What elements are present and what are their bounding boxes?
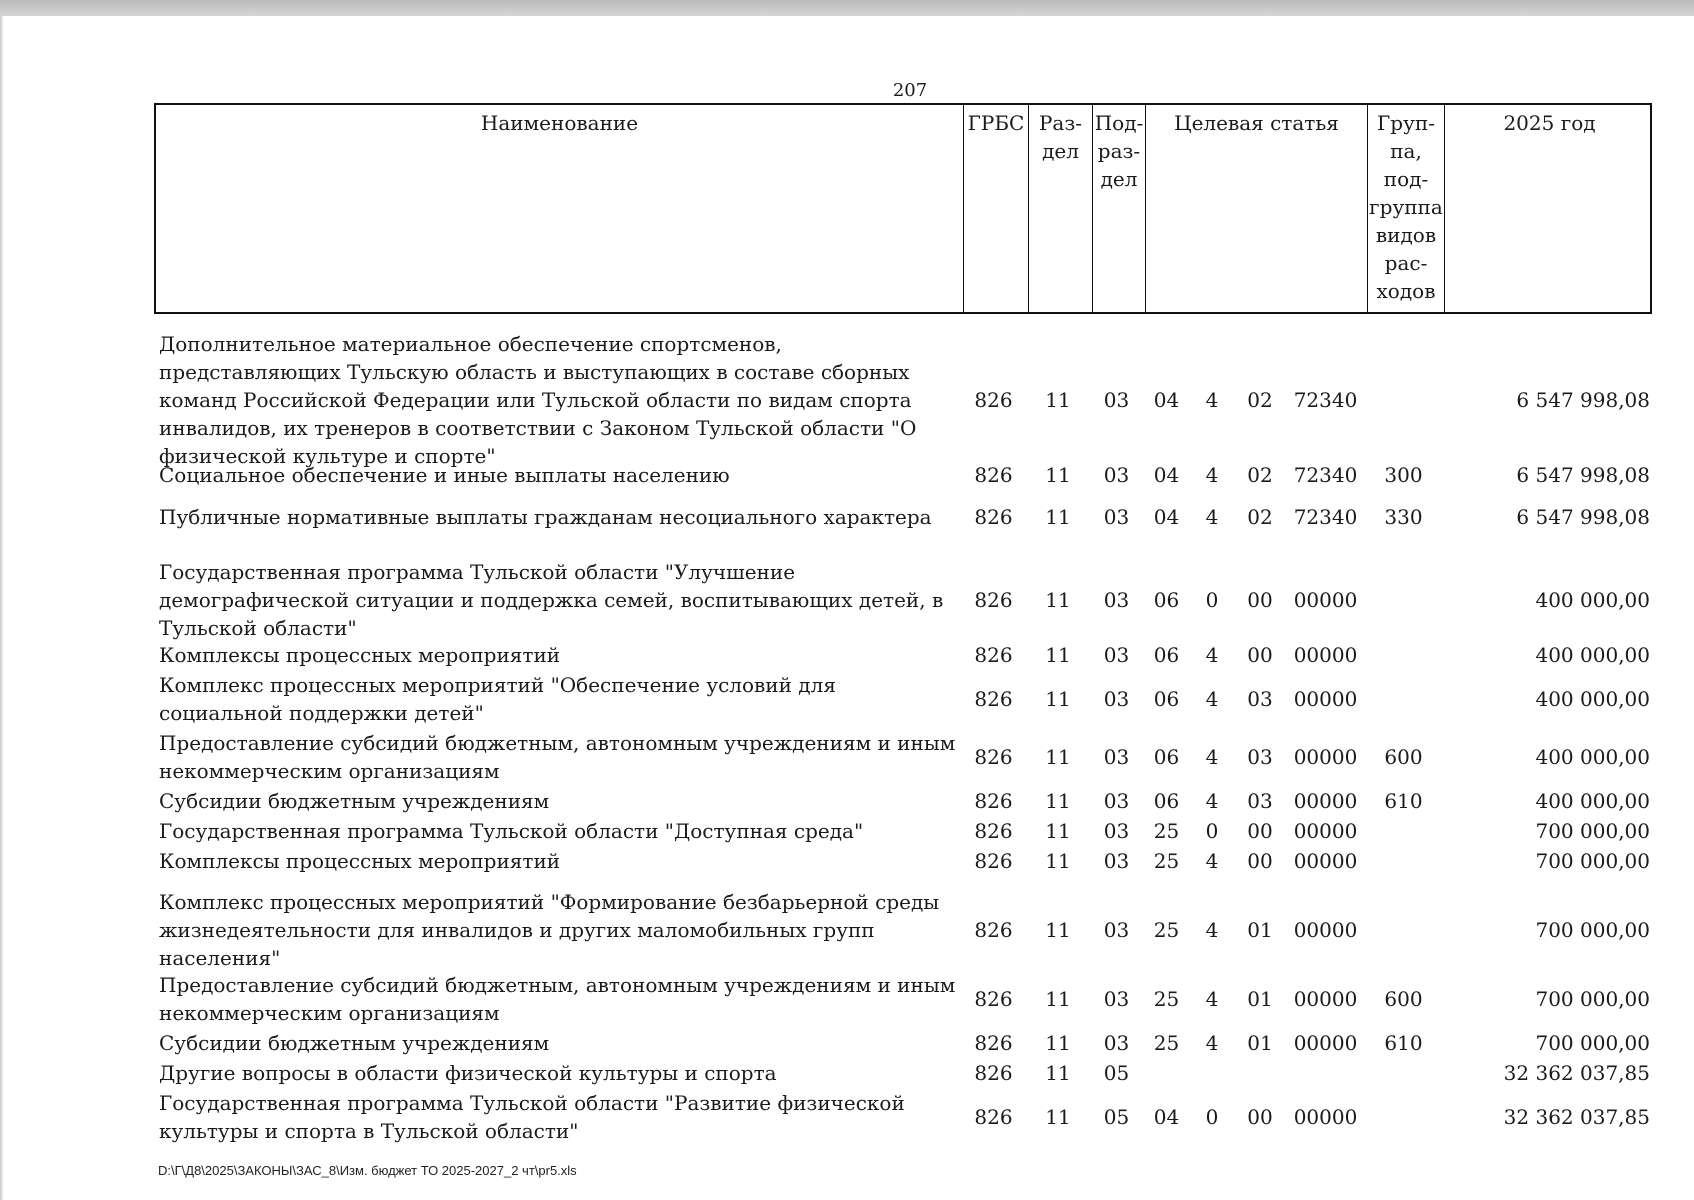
table-row	[154, 558, 1652, 640]
row-amount: 700 000,00	[1535, 987, 1650, 1011]
row-target-2: 0	[1205, 819, 1219, 843]
row-target-4: 00000	[1293, 687, 1358, 711]
table-row	[154, 888, 1652, 970]
row-name: Другие вопросы в области физической культуры и спорта	[159, 1061, 777, 1085]
row-name: Государственная программа Тульской области "Доступная среда"	[159, 819, 864, 843]
budget-table	[154, 103, 1652, 1146]
row-amount: 32 362 037,85	[1503, 1105, 1650, 1129]
row-target-4: 00000	[1293, 1105, 1358, 1129]
row-target-2: 4	[1205, 505, 1219, 529]
row-target-4: 00000	[1293, 849, 1358, 873]
row-target-3: 02	[1247, 463, 1273, 487]
row-group: 600	[1384, 745, 1423, 769]
table-row	[154, 330, 1652, 468]
table-row	[154, 816, 1652, 846]
row-target-1: 25	[1153, 918, 1180, 942]
header-line: группа	[1369, 195, 1443, 219]
row-amount: 6 547 998,08	[1516, 388, 1650, 412]
row-razdel: 11	[1045, 1105, 1071, 1129]
row-target-4: 72340	[1293, 463, 1358, 487]
row-target-3: 01	[1247, 987, 1273, 1011]
row-target-1: 04	[1153, 505, 1180, 529]
row-target-1: 25	[1153, 819, 1180, 843]
row-amount: 400 000,00	[1535, 588, 1650, 612]
row-podrazdel: 03	[1103, 588, 1130, 612]
header-line: видов	[1375, 223, 1437, 247]
row-amount: 6 547 998,08	[1516, 505, 1650, 529]
row-grbs: 826	[974, 849, 1013, 873]
row-target-3: 02	[1247, 505, 1273, 529]
row-name: Публичные нормативные выплаты гражданам несоциального характера	[159, 505, 932, 529]
table-body	[154, 330, 1652, 1146]
row-podrazdel: 03	[1103, 388, 1130, 412]
row-target-3: 00	[1247, 849, 1273, 873]
row-target-2: 4	[1205, 643, 1219, 667]
header-group	[1367, 105, 1444, 312]
row-target-1: 06	[1153, 643, 1180, 667]
row-target-1: 25	[1153, 987, 1180, 1011]
row-name: Дополнительное материальное обеспечение спортсменов, представляющих Тульскую область и выступающих в составе сборных команд Российской Федерации или Тульской области по видам спорта инвалидов, их тренеров в соответствии с Законом Тульской области "О физической культуре и спорте"	[159, 332, 917, 468]
file-path-footer: D:\Г\Д8\2025\ЗАКОНЫ\ЗАС_8\Изм. бюджет ТО 2025-2027_2 чт\pr5.xls	[158, 1163, 577, 1178]
row-name: Субсидии бюджетным учреждениям	[159, 1031, 550, 1055]
header-target: Целевая статья	[1145, 105, 1367, 312]
row-target-2: 0	[1205, 1105, 1219, 1129]
row-amount: 700 000,00	[1535, 819, 1650, 843]
row-razdel: 11	[1045, 687, 1071, 711]
row-razdel: 11	[1045, 643, 1071, 667]
table-row	[154, 1088, 1652, 1146]
row-grbs: 826	[974, 745, 1013, 769]
row-razdel: 11	[1045, 463, 1071, 487]
row-name: Государственная программа Тульской области "Развитие физической культуры и спорта в Тульской области"	[159, 1091, 905, 1143]
row-target-3: 00	[1247, 1105, 1273, 1129]
row-target-4: 00000	[1293, 1031, 1358, 1055]
row-target-3: 03	[1247, 745, 1273, 769]
row-target-3: 03	[1247, 789, 1273, 813]
table-row	[154, 1058, 1652, 1088]
row-group: 300	[1384, 463, 1423, 487]
row-amount: 400 000,00	[1535, 745, 1650, 769]
row-podrazdel: 05	[1103, 1105, 1130, 1129]
row-amount: 700 000,00	[1535, 918, 1650, 942]
header-name: Наименование	[480, 111, 639, 135]
row-target-4: 72340	[1293, 388, 1358, 412]
row-target-3: 00	[1247, 588, 1273, 612]
row-name: Государственная программа Тульской области "Улучшение демографической ситуации и поддержка семей, воспитывающих детей, в Тульской области"	[159, 560, 944, 640]
header-line: под-	[1383, 167, 1429, 191]
header-year: 2025 год	[1444, 105, 1654, 312]
row-name: Комплекс процессных мероприятий "Обеспечение условий для социальной поддержки детей"	[159, 673, 836, 725]
row-podrazdel: 03	[1103, 849, 1130, 873]
row-target-4: 00000	[1293, 588, 1358, 612]
row-group: 330	[1384, 505, 1423, 529]
table-row	[154, 670, 1652, 728]
row-target-1: 25	[1153, 849, 1180, 873]
table-row	[154, 640, 1652, 670]
table-header	[154, 103, 1652, 314]
row-amount: 32 362 037,85	[1503, 1061, 1650, 1085]
row-grbs: 826	[974, 1061, 1013, 1085]
row-razdel: 11	[1045, 588, 1071, 612]
row-podrazdel: 03	[1103, 789, 1130, 813]
row-target-3: 01	[1247, 1031, 1273, 1055]
row-razdel: 11	[1045, 789, 1071, 813]
row-name: Предоставление субсидий бюджетным, автономным учреждениям и иным некоммерческим организациям	[159, 973, 956, 1025]
header-line: раз-	[1097, 139, 1141, 163]
row-razdel: 11	[1045, 918, 1071, 942]
row-podrazdel: 03	[1103, 687, 1130, 711]
row-target-3: 01	[1247, 918, 1273, 942]
scan-border-top	[0, 0, 1694, 16]
row-name: Субсидии бюджетным учреждениям	[159, 789, 550, 813]
row-target-4: 00000	[1293, 819, 1358, 843]
row-grbs: 826	[974, 687, 1013, 711]
row-razdel: 11	[1045, 1061, 1071, 1085]
row-target-2: 4	[1205, 849, 1219, 873]
row-podrazdel: 03	[1103, 745, 1130, 769]
row-razdel: 11	[1045, 388, 1071, 412]
row-target-3: 00	[1247, 819, 1273, 843]
table-row	[154, 728, 1652, 786]
row-target-4: 00000	[1293, 918, 1358, 942]
row-podrazdel: 03	[1103, 987, 1130, 1011]
row-target-2: 4	[1205, 745, 1219, 769]
row-podrazdel: 03	[1103, 643, 1130, 667]
row-name: Комплекс процессных мероприятий "Формирование безбарьерной среды жизнедеятельности для инвалидов и других маломобильных групп населения"	[159, 890, 940, 970]
row-target-2: 0	[1205, 588, 1219, 612]
header-line: Груп-	[1377, 111, 1435, 135]
row-grbs: 826	[974, 918, 1013, 942]
table-row	[154, 502, 1652, 532]
row-target-2: 4	[1205, 687, 1219, 711]
row-grbs: 826	[974, 987, 1013, 1011]
row-group: 600	[1384, 987, 1423, 1011]
row-target-2: 4	[1205, 987, 1219, 1011]
row-target-4: 00000	[1293, 987, 1358, 1011]
row-podrazdel: 05	[1103, 1061, 1130, 1085]
row-razdel: 11	[1045, 745, 1071, 769]
row-target-4: 00000	[1293, 643, 1358, 667]
row-razdel: 11	[1045, 849, 1071, 873]
table-row	[154, 1028, 1652, 1058]
row-razdel: 11	[1045, 505, 1071, 529]
table-row	[154, 786, 1652, 816]
header-grbs: ГРБС	[963, 105, 1028, 312]
row-target-3: 03	[1247, 687, 1273, 711]
row-razdel: 11	[1045, 987, 1071, 1011]
row-target-4: 00000	[1293, 789, 1358, 813]
header-razdel	[1028, 105, 1092, 312]
row-grbs: 826	[974, 388, 1013, 412]
row-grbs: 826	[974, 789, 1013, 813]
row-grbs: 826	[974, 588, 1013, 612]
header-line: рас-	[1384, 251, 1428, 275]
row-grbs: 826	[974, 1105, 1013, 1129]
row-grbs: 826	[974, 463, 1013, 487]
row-group: 610	[1384, 789, 1423, 813]
row-target-1: 06	[1153, 687, 1180, 711]
row-target-1: 06	[1153, 588, 1180, 612]
header-line: ходов	[1376, 279, 1436, 303]
row-amount: 700 000,00	[1535, 1031, 1650, 1055]
row-razdel: 11	[1045, 819, 1071, 843]
row-target-1: 04	[1153, 1105, 1180, 1129]
scan-border-left	[0, 16, 4, 1200]
row-amount: 400 000,00	[1535, 789, 1650, 813]
row-target-2: 4	[1205, 1031, 1219, 1055]
row-target-3: 00	[1247, 643, 1273, 667]
page-number: 207	[892, 80, 928, 101]
row-podrazdel: 03	[1103, 1031, 1130, 1055]
header-line: Под-	[1094, 111, 1144, 135]
header-line: дел	[1100, 167, 1138, 191]
row-target-2: 4	[1205, 918, 1219, 942]
header-line: дел	[1042, 139, 1079, 163]
row-target-1: 04	[1153, 388, 1180, 412]
row-grbs: 826	[974, 819, 1013, 843]
row-target-1: 04	[1153, 463, 1180, 487]
row-grbs: 826	[974, 643, 1013, 667]
row-amount: 700 000,00	[1535, 849, 1650, 873]
row-amount: 6 547 998,08	[1516, 463, 1650, 487]
table-row	[154, 846, 1652, 876]
row-razdel: 11	[1045, 1031, 1071, 1055]
row-target-4: 00000	[1293, 745, 1358, 769]
row-target-2: 4	[1205, 463, 1219, 487]
row-grbs: 826	[974, 1031, 1013, 1055]
row-amount: 400 000,00	[1535, 687, 1650, 711]
row-target-1: 06	[1153, 745, 1180, 769]
row-podrazdel: 03	[1103, 463, 1130, 487]
row-name: Комплексы процессных мероприятий	[159, 643, 561, 667]
row-group: 610	[1384, 1031, 1423, 1055]
row-grbs: 826	[974, 505, 1013, 529]
row-target-2: 4	[1205, 789, 1219, 813]
table-row	[154, 460, 1652, 490]
row-target-3: 02	[1247, 388, 1273, 412]
row-podrazdel: 03	[1103, 819, 1130, 843]
table-row	[154, 970, 1652, 1028]
row-target-2: 4	[1205, 388, 1219, 412]
row-target-1: 25	[1153, 1031, 1180, 1055]
row-amount: 400 000,00	[1535, 643, 1650, 667]
header-line: Раз-	[1038, 111, 1083, 135]
row-target-1: 06	[1153, 789, 1180, 813]
row-name: Комплексы процессных мероприятий	[159, 849, 561, 873]
header-podrazdel	[1092, 105, 1145, 312]
row-podrazdel: 03	[1103, 918, 1130, 942]
row-target-4: 72340	[1293, 505, 1358, 529]
row-podrazdel: 03	[1103, 505, 1130, 529]
row-name: Предоставление субсидий бюджетным, автономным учреждениям и иным некоммерческим организациям	[159, 731, 956, 783]
header-line: па,	[1390, 139, 1422, 163]
row-name: Социальное обеспечение и иные выплаты населению	[159, 463, 730, 487]
